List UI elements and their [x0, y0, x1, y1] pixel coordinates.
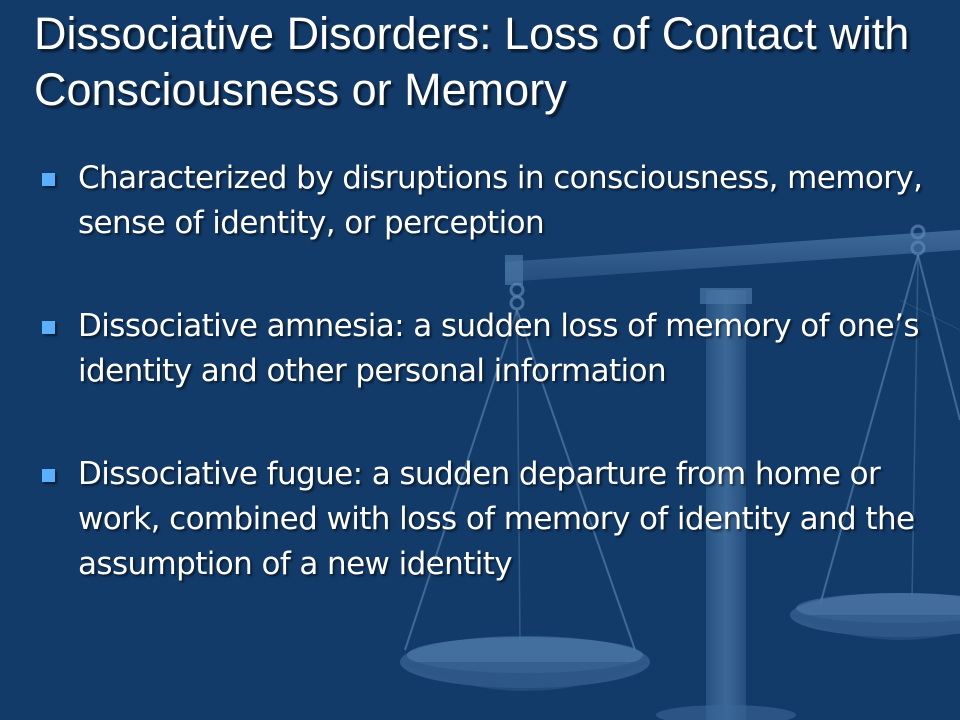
square-bullet-icon — [42, 173, 55, 186]
bullet-text: Dissociative fugue: a sudden departure from home or work, combined with loss of memory of identity and the assumption of a new identity — [78, 456, 915, 582]
page-title: Dissociative Disorders: Loss of Contact with Consciousness or Memory — [34, 8, 910, 115]
square-bullet-icon — [42, 469, 55, 482]
bullet-list — [40, 156, 940, 645]
square-bullet-icon — [42, 321, 55, 334]
list-item — [40, 452, 940, 587]
list-item — [40, 156, 940, 246]
bullet-text: Characterized by disruptions in consciousness, memory, sense of identity, or perception — [78, 160, 923, 241]
list-item — [40, 304, 940, 394]
bullet-text: Dissociative amnesia: a sudden loss of memory of one’s identity and other personal information — [78, 308, 919, 389]
